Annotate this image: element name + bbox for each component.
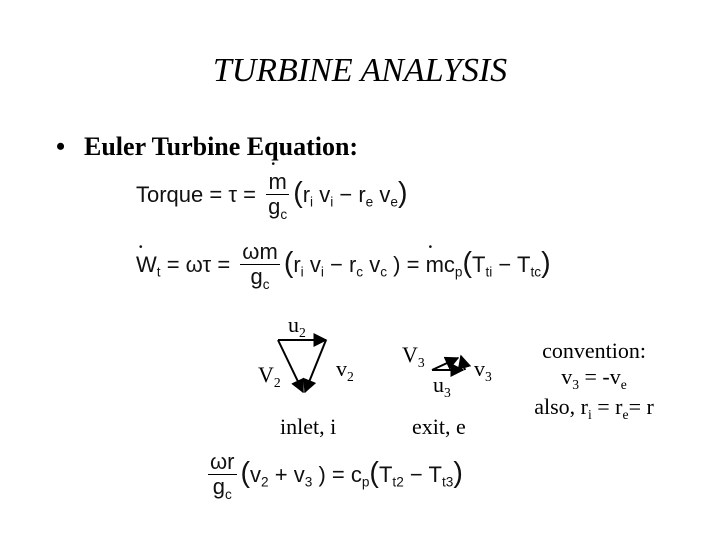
torque-lhs: Torque = τ = (136, 181, 256, 207)
final-num: ωr (210, 449, 235, 474)
inlet-v-vector (305, 340, 326, 392)
torque-r2-sub: e (365, 194, 374, 210)
convention-heading: convention: (542, 338, 646, 363)
power-vi-sub: i (320, 264, 324, 280)
inlet-caption: inlet, i (280, 414, 337, 439)
exit-v-label: $v_3$ (474, 356, 492, 384)
exit-u-label: $u_3$ (433, 372, 451, 400)
final-open: ( (240, 456, 251, 489)
torque-r1-sub: i (310, 194, 314, 210)
final-cp-sub: p (361, 474, 370, 490)
power-vc: v (369, 251, 381, 277)
power-rc: r (348, 251, 357, 277)
torque-den: g (268, 194, 281, 220)
exit-V-label: $V_3$ (402, 342, 425, 370)
power-open2: ( (462, 246, 473, 279)
slide-title: TURBINE ANALYSIS (212, 52, 508, 89)
power-Tti-sub: ti (485, 264, 493, 280)
power-ri-sub: i (300, 264, 304, 280)
torque-r1: r (302, 181, 311, 207)
power-rc-sub: c (356, 264, 364, 280)
power-minus: − (329, 251, 343, 277)
final-v3: v (293, 461, 305, 487)
final-open2: ( (369, 456, 379, 489)
power-vi: v (309, 251, 321, 277)
final-fraction (208, 450, 237, 502)
power-cp-sub: p (454, 264, 463, 280)
power-cp: c (443, 251, 455, 277)
torque-close: ) (397, 176, 408, 209)
final-T2-sub: t3 (441, 474, 454, 490)
torque-v1: v (319, 181, 331, 207)
inlet-v-label: $v_2$ (336, 356, 354, 384)
final-v3-sub: 3 (304, 474, 313, 490)
final-plus: + (274, 461, 288, 487)
final-equation (204, 450, 463, 502)
power-m: m • (426, 252, 444, 277)
final-minus: − (409, 461, 423, 487)
power-den-sub: c (262, 276, 270, 292)
power-Ttc-sub: tc (530, 264, 542, 280)
final-v2-sub: 2 (261, 474, 269, 490)
exit-V-vector (432, 358, 458, 370)
final-close-eq: ) = c (318, 461, 362, 487)
torque-v2: v (379, 181, 391, 207)
power-close2: ) (541, 246, 551, 279)
bullet-symbol: • (56, 132, 66, 161)
inlet-u-label: $u_2$ (288, 312, 306, 340)
torque-v1-sub: i (330, 194, 334, 210)
power-ri: r (293, 251, 301, 277)
final-close2: ) (453, 456, 463, 489)
inlet-V-vector (278, 340, 303, 392)
power-W: W • (136, 252, 157, 277)
final-den: g (212, 474, 225, 500)
exit-v-vector (461, 356, 465, 370)
torque-den-sub: c (280, 206, 288, 222)
power-open: ( (283, 246, 294, 279)
torque-v2-sub: e (390, 194, 398, 210)
power-num: ωm (242, 239, 278, 264)
torque-r2: r (358, 181, 366, 207)
torque-num: m • (268, 169, 286, 194)
convention-line2: $v_3 = -v_e$ (561, 364, 627, 393)
power-Ttc: T (517, 251, 531, 277)
final-den-sub: c (224, 486, 232, 502)
inlet-V-label: $V_2$ (258, 362, 281, 390)
power-minus2: − (498, 251, 512, 277)
bullet-text: Euler Turbine Equation: (84, 132, 359, 161)
power-vc-sub: c (380, 264, 388, 280)
power-Tti: T (472, 251, 486, 277)
convention-note (508, 338, 680, 423)
final-v2: v (250, 461, 262, 487)
torque-open: ( (293, 176, 303, 209)
final-T1: T (378, 461, 393, 487)
final-T2: T (428, 461, 442, 487)
power-den: g (250, 264, 263, 290)
power-eq1: = ωτ = (166, 251, 231, 277)
convention-line3: also, $r_i = r_e= r$ (534, 393, 654, 422)
torque-minus: − (339, 181, 353, 207)
power-close-eq: ) = (393, 251, 420, 277)
exit-caption: exit, e (412, 414, 466, 439)
power-W-sub: t (156, 264, 161, 280)
final-T1-sub: t2 (392, 474, 404, 490)
